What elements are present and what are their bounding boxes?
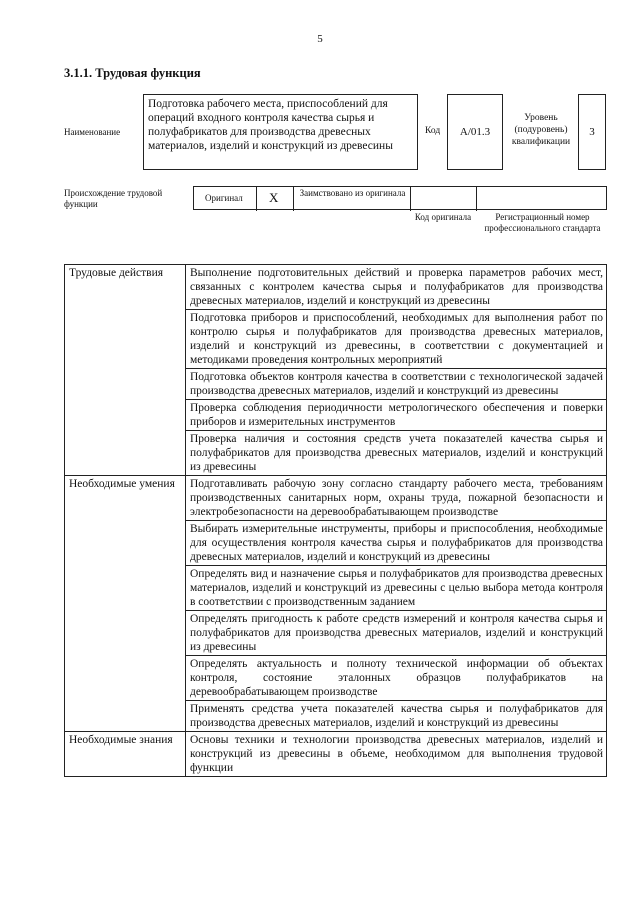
origin-row bbox=[193, 186, 607, 210]
table-cell: Выполнение подготовительных действий и проверка параметров рабочих мест, связанных с контролем качества сырья и полуфабрикатов для производства древесных материалов, изделий и конструкций из древесины bbox=[186, 265, 607, 310]
original-label: Оригинал bbox=[205, 193, 243, 203]
table-row bbox=[65, 732, 607, 777]
function-name-box: Подготовка рабочего места, приспособлений для операций входного контроля качества сырья и полуфабрикатов для производства древесных материалов, изделий и конструкций из древесины bbox=[143, 94, 418, 170]
table-cell: Проверка наличия и состояния средств учета показателей качества сырья и полуфабрикатов для производства древесных материалов, изделий и конструкций из древесины bbox=[186, 431, 607, 476]
table-cell: Определять актуальность и полноту технической информации об объектах контроля, состояние эталонных образцов полуфабрикатов на деревообрабатывающем производстве bbox=[186, 656, 607, 701]
origin-label: Происхождение трудовой функции bbox=[64, 188, 163, 209]
table-cell: Выбирать измерительные инструменты, приборы и приспособления, необходимые для осуществления контроля качества сырья и полуфабрикатов для производства древесных материалов, изделий и конструкций из древесины bbox=[186, 521, 607, 566]
table-cell: Применять средства учета показателей качества сырья и полуфабрикатов для производства древесных материалов, изделий и конструкций из древесины bbox=[186, 701, 607, 732]
borrowed-cell bbox=[294, 187, 411, 211]
table-cell: Проверка соблюдения периодичности метрологического обеспечения и поверки приборов и измерительных инструментов bbox=[186, 400, 607, 431]
original-cell bbox=[194, 187, 257, 211]
page-number: 5 bbox=[317, 33, 323, 45]
reg-number-cell bbox=[477, 187, 608, 211]
original-mark-cell bbox=[257, 187, 294, 211]
level-label: Уровень (подуровень) квалификации bbox=[511, 113, 571, 147]
code-original-cell bbox=[411, 187, 477, 211]
code-value: А/01.3 bbox=[459, 126, 491, 138]
category-cell: Трудовые действия bbox=[65, 265, 186, 476]
table-cell: Подготовка приборов и приспособлений, необходимых для выполнения работ по контролю сырья и полуфабрикатов для производства древесных материалов, изделий и конструкций из древесины, в соответствии с документацией и методиками проведения контрольных мероприятий bbox=[186, 310, 607, 369]
category-cell: Необходимые знания bbox=[65, 732, 186, 777]
code-label: Код bbox=[425, 126, 441, 136]
table-cell: Определять пригодность к работе средств измерений и контроля качества сырья и полуфабрикатов для производства древесных материалов, изделий и конструкций из древесины bbox=[186, 611, 607, 656]
original-mark: X bbox=[269, 190, 279, 205]
section-title: 3.1.1. Трудовая функция bbox=[64, 66, 201, 80]
level-value: 3 bbox=[589, 126, 595, 138]
table-cell: Основы техники и технологии производства древесных материалов, изделий и конструкций из древесины в объеме, необходимом для выполнения трудовой функции bbox=[186, 732, 607, 777]
code-box bbox=[447, 94, 503, 170]
category-cell: Необходимые умения bbox=[65, 476, 186, 732]
reg-number-caption: Регистрационный номер профессионального стандарта bbox=[484, 212, 601, 233]
name-label: Наименование bbox=[64, 127, 121, 137]
borrowed-label: Заимствовано из оригинала bbox=[299, 188, 406, 198]
level-box bbox=[578, 94, 606, 170]
code-original-caption: Код оригинала bbox=[414, 212, 472, 222]
table-row bbox=[65, 265, 607, 310]
table-cell: Подготовка объектов контроля качества в соответствии с технологической задачей производства древесных материалов, изделий и конструкций из древесины bbox=[186, 369, 607, 400]
table-cell: Подготавливать рабочую зону согласно стандарту рабочего места, требованиям производственных санитарных норм, охраны труда, пожарной безопасности и электробезопасности на деревообрабатывающем производстве bbox=[186, 476, 607, 521]
table-cell: Определять вид и назначение сырья и полуфабрикатов для производства древесных материалов, изделий и конструкций из древесины с целью выбора метода контроля в соответствии с производственным заданием bbox=[186, 566, 607, 611]
table-row bbox=[65, 476, 607, 521]
function-table bbox=[64, 264, 607, 777]
